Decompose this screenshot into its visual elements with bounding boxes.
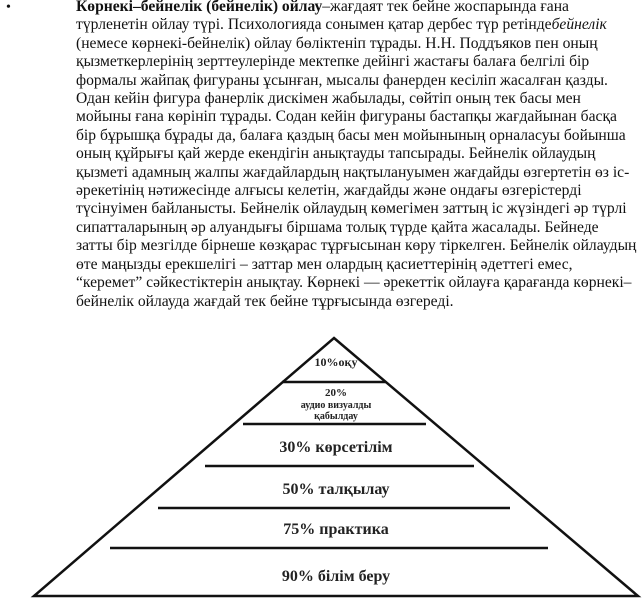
pyramid-level-3: 30% көрсетілім — [279, 439, 393, 456]
pyramid-level-2-sub: аудио визуалды — [300, 400, 372, 411]
pyramid-level-4: 50% талқылау — [282, 481, 390, 498]
text-part-1: –жағдаят тек бейне жоспарында ғана түрленетін ойлау түрі. Психологияда сонымен қатар дербес түр ретінде — [76, 0, 569, 34]
pyramid-level-5: 75% практика — [283, 521, 389, 538]
italic-word: бейнелік — [551, 16, 607, 34]
pyramid-level-1: 10%оқу — [314, 355, 358, 369]
pyramid-level-2-sub: қабылдау — [314, 411, 358, 422]
bullet: • — [6, 0, 11, 15]
term: Көрнекі–бейнелік (бейнелік) ойлау — [76, 0, 323, 15]
pyramid-level-2: 20% — [325, 387, 347, 399]
pyramid-level-6: 90% білім беру — [281, 568, 391, 585]
text-part-2: (немесе көрнекі-бейнелік) ойлау бөлiктеніп тұрады. Н.Н. Поддъяков пен оның қызметкерлерінің зерттеулерінде мектепке дейінгі жастағы балаға белгілі бір формалы жайпақ фигураны ұсынған, мысалы фанерден кесіліп жасалған қазды. Одан кейін фигура фанерлік дискімен жабылады, сөйтіп оның тек басы мен мойыны ғана көрініп тұрады. Содан кейін фигураны бастапқы жағдайынан басқа бір бұрышқа бұрады да, балаға қаздың басы мен мойынының орналасуы бойынша оның құйрығы қай жерде екендігін анықтауды тапсырады. Бейнелік ойлаудың қызметі адамның жалпы жағдайлардың нақтылануымен жағдайды өзгертетін өз іс-әрекетінің нәтижесінде алғысы келетін, жағдайды және ондағы өзгерістерді түсінуімен байланысты. Бейнелік ойлаудың көмегімен заттың іс жүзіндегі әр түрлі сипатталарының әр алуандығы біршама толық түрде қайта жасалады. Бейнеде затты бір мезгілде бірнеше көзқарас тұрғысынан көру тіркелген. Бейнелік ойлаудың өте маңызды ерекшелігі – заттар мен олардың қасиеттерінің әдеттегі емес, “керемет” сәйкестіктерін анықтау. Көрнекі — әрекеттік ойлауға қарағанда көрнекі–бейнелік ойлауда жағдай тек бейне тұрғысында өзгереді. — [76, 34, 637, 310]
